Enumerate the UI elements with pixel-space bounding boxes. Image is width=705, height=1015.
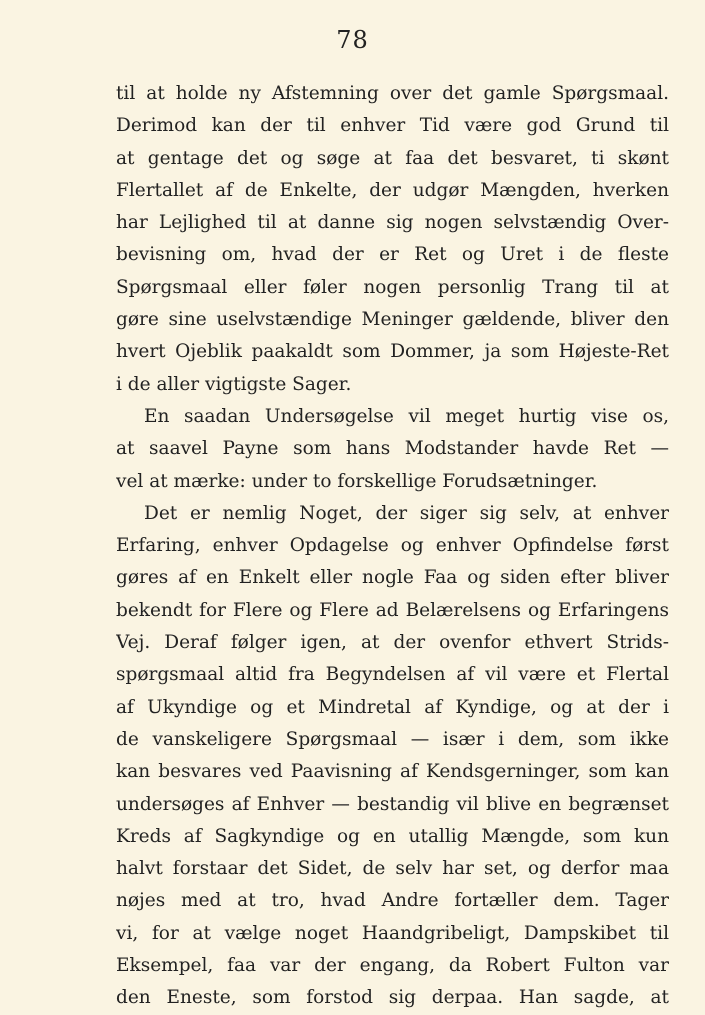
text-line: Kreds af Sagkyndige og en utallig Mængde, som kun — [116, 825, 669, 847]
text-line: hvert Ojeblik paakaldt som Dommer, ja som Højeste-Ret — [116, 341, 669, 363]
text-line: Erfaring, enhver Opdagelse og enhver Opfindelse først — [116, 535, 669, 557]
text-line: Flertallet af de Enkelte, der udgør Mængden, hverken — [116, 179, 669, 201]
text-line: Eksempel, faa var der engang, da Robert Fulton var — [116, 955, 669, 977]
text-line: vel at mærke: under to forskellige Forudsætninger. — [116, 470, 598, 492]
text-line: Derimod kan der til enhver Tid være god Grund til — [116, 115, 669, 137]
paragraph — [116, 401, 669, 498]
body-text — [116, 78, 669, 1015]
text-line: at gentage det og søge at faa det besvaret, ti skønt — [116, 147, 669, 169]
text-line: kan besvares ved Paavisning af Kendsgerninger, som kan — [116, 761, 669, 783]
text-line: bevisning om, hvad der er Ret og Uret i de fleste — [116, 244, 669, 266]
text-line: undersøges af Enhver — bestandig vil blive en begrænset — [116, 793, 669, 815]
text-line: halvt forstaar det Sidet, de selv har set, og derfor maa — [116, 858, 669, 880]
text-line: af Ukyndige og et Mindretal af Kyndige, og at der i — [116, 696, 669, 718]
text-line: gøre sine uselvstændige Meninger gældende, bliver den — [116, 309, 669, 331]
text-line: spørgsmaal altid fra Begyndelsen af vil være et Flertal — [116, 664, 669, 686]
paragraph — [116, 78, 669, 401]
text-line: vi, for at vælge noget Haandgribeligt, Dampskibet til — [116, 922, 669, 944]
paragraph — [116, 498, 669, 1015]
text-line: har Lejlighed til at danne sig nogen selvstændig Over- — [116, 212, 669, 234]
text-line: til at holde ny Afstemning over det gamle Spørgsmaal. — [116, 83, 669, 104]
text-line: Vej. Deraf følger igen, at der ovenfor ethvert Strids- — [116, 632, 669, 654]
text-line: Spørgsmaal eller føler nogen personlig Trang til at — [116, 276, 669, 298]
text-line: de vanskeligere Spørgsmaal — især i dem, som ikke — [116, 728, 669, 750]
text-line: gøres af en Enkelt eller nogle Faa og siden efter bliver — [116, 567, 669, 589]
text-line: den Eneste, som forstod sig derpaa. Han sagde, at — [116, 987, 669, 1009]
text-line: i de aller vigtigste Sager. — [116, 373, 352, 395]
page-number: 78 — [336, 26, 369, 54]
text-line: bekendt for Flere og Flere ad Belærelsens og Erfaringens — [116, 599, 669, 621]
text-line: nøjes med at tro, hvad Andre fortæller dem. Tager — [116, 890, 669, 912]
text-line: En saadan Undersøgelse vil meget hurtig vise os, — [144, 405, 669, 427]
text-line: Det er nemlig Noget, der siger sig selv, at enhver — [144, 502, 669, 524]
text-line: at saavel Payne som hans Modstander havde Ret — — [116, 438, 669, 460]
